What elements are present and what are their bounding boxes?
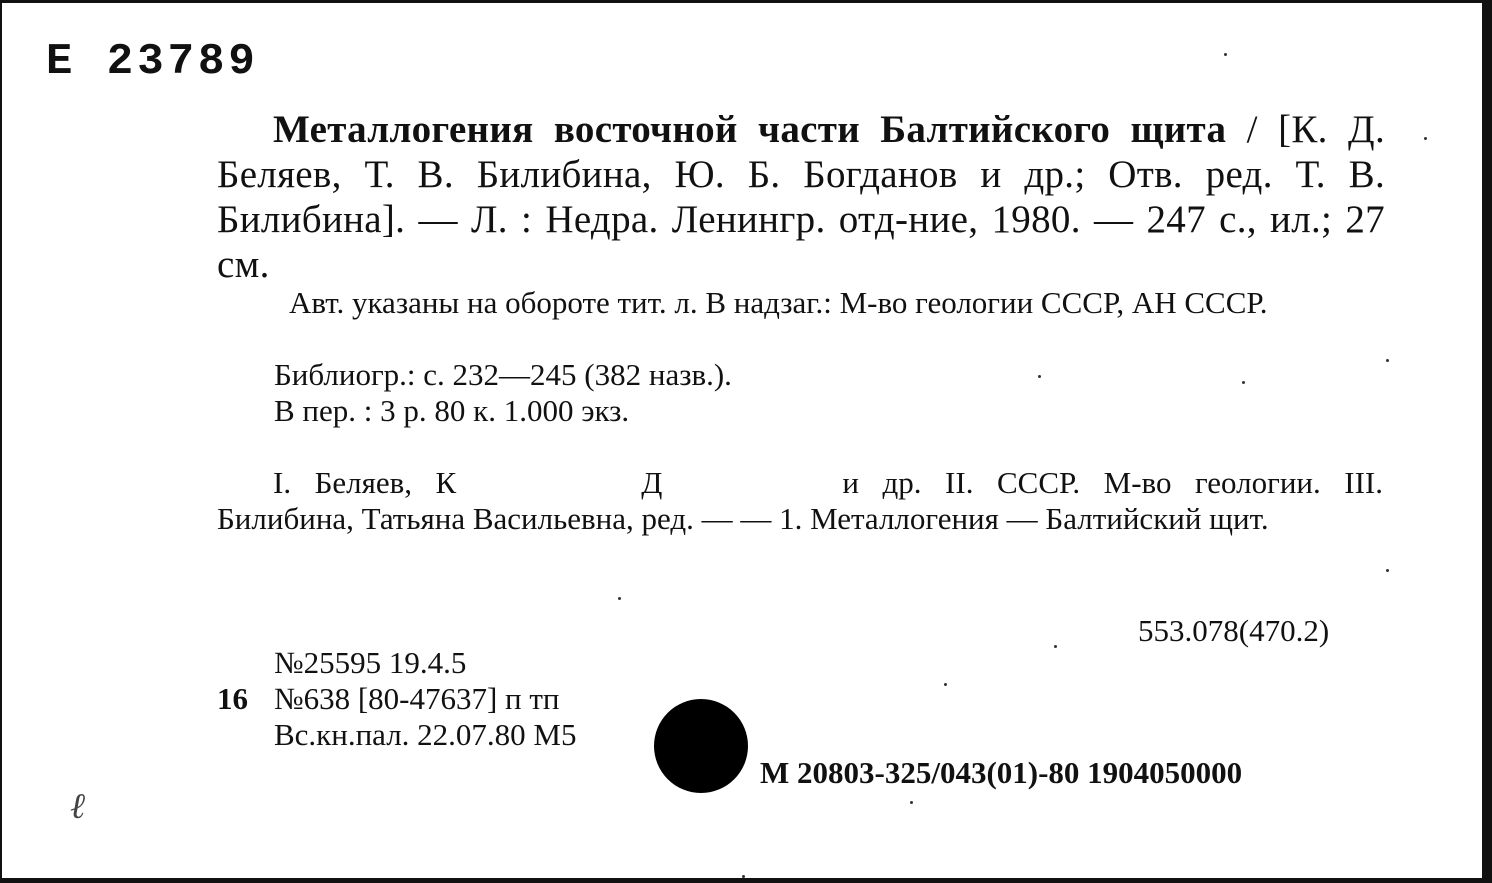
title-responsibility: / [К. Д. Беляев, Т. В. Билибина, Ю. Б. Богданов и др.; Отв. ред. Т. В. Билибина]. — Л. : Недра. Ленингр. отд-ние, 1980. — 247 с., ил.; 27 см.: [217, 108, 1385, 286]
note-bibliography: Библиогр.: с. 232—245 (382 назв.).: [274, 357, 732, 392]
handwritten-mark: ℓ: [70, 786, 85, 827]
speck: [1224, 53, 1227, 56]
bibliographic-title: [217, 107, 1385, 287]
speck: [1242, 381, 1245, 384]
ink-blot-punch: [654, 699, 748, 793]
tracing-part-2: Д: [641, 465, 663, 500]
speck: [944, 683, 947, 686]
tracing-part-3: и др. II. СССР. М-во геологии. III. Билибина, Татьяна Васильевна, ред. — — 1. Металлогения — Балтийский щит.: [217, 465, 1383, 536]
classification-code: 553.078(470.2): [1138, 613, 1330, 648]
speck: [1386, 359, 1389, 362]
note-price: В пер. : 3 р. 80 к. 1.000 экз.: [274, 393, 630, 428]
speck: [1054, 645, 1057, 648]
catalog-number: Е 23789: [46, 37, 259, 87]
tracing-block: [217, 465, 1383, 537]
speck: [1038, 375, 1041, 378]
title-main: Металлогения восточной части Балтийского щита: [273, 108, 1227, 151]
footer-line-1: №25595 19.4.5: [274, 645, 467, 680]
speck: [910, 801, 913, 804]
note-authors: Авт. указаны на обороте тит. л. В надзаг.: М-во геологии СССР, АН СССР.: [289, 285, 1268, 320]
speck: [618, 597, 621, 600]
speck: [742, 875, 745, 878]
speck: [1424, 137, 1427, 140]
speck: [1386, 569, 1389, 572]
publication-code: М 20803-325/043(01)-80 1904050000: [760, 755, 1243, 790]
tracing-part-1: I. Беляев, К: [273, 465, 457, 500]
footer-line-3: Вс.кн.пал. 22.07.80 М5: [274, 717, 577, 752]
footer-prefix: 16: [217, 681, 248, 716]
footer-line-2: №638 [80-47637] п тп: [274, 681, 560, 716]
